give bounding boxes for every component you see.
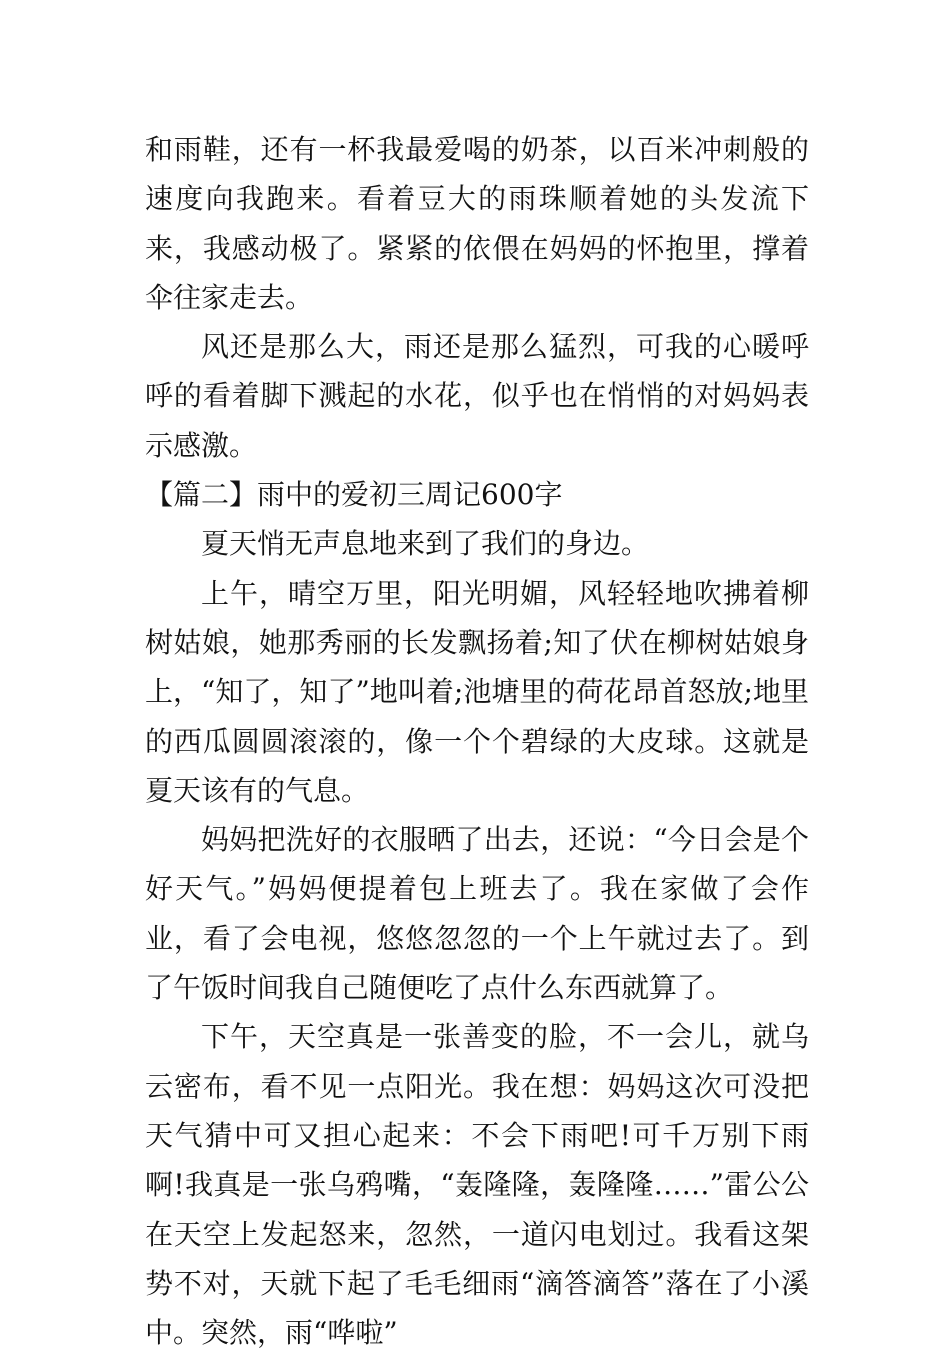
paragraph-mother-laundry: 妈妈把洗好的衣服晒了出去，还说：“今日会是个好天气。”妈妈便提着包上班去了。我在家做了会作业，看了会电视，悠悠忽忽的一个上午就过去了。到了午饭时间我自己随便吃了点什么东西就算了。 — [145, 823, 809, 1005]
document-page — [145, 125, 809, 1357]
section-heading: 【篇二】雨中的爱初三周记600字 — [145, 478, 563, 512]
paragraph-wind-rain: 风还是那么大，雨还是那么猛烈，可我的心暖呼呼的看着脚下溅起的水花，似乎也在悄悄的对妈妈表示感激。 — [145, 330, 809, 462]
paragraph-afternoon: 下午，天空真是一张善变的脸，不一会儿，就乌云密布，看不见一点阳光。我在想：妈妈这次可没把天气猜中可又担心起来：不会下雨吧!可千万别下雨啊!我真是一张乌鸦嘴，“轰隆隆，轰隆隆……”雷公公在天空上发起怒来，忽然，一道闪电划过。我看这架势不对，天就下起了毛毛细雨“滴答滴答”落在了小溪中。突然，雨“哗啦” — [145, 1020, 809, 1350]
paragraph-morning: 上午，晴空万里，阳光明媚，风轻轻地吹拂着柳树姑娘，她那秀丽的长发飘扬着;知了伏在柳树姑娘身上，“知了，知了”地叫着;池塘里的荷花昂首怒放;地里的西瓜圆圆滚滚的，像一个个碧绿的大皮球。这就是夏天该有的气息。 — [145, 576, 809, 807]
paragraph-summer-arrives: 夏天悄无声息地来到了我们的身边。 — [201, 527, 650, 561]
paragraph-continuation: 和雨鞋，还有一杯我最爱喝的奶茶，以百米冲刺般的速度向我跑来。看着豆大的雨珠顺着她的头发流下来，我感动极了。紧紧的依偎在妈妈的怀抱里，撑着伞往家走去。 — [145, 133, 809, 314]
